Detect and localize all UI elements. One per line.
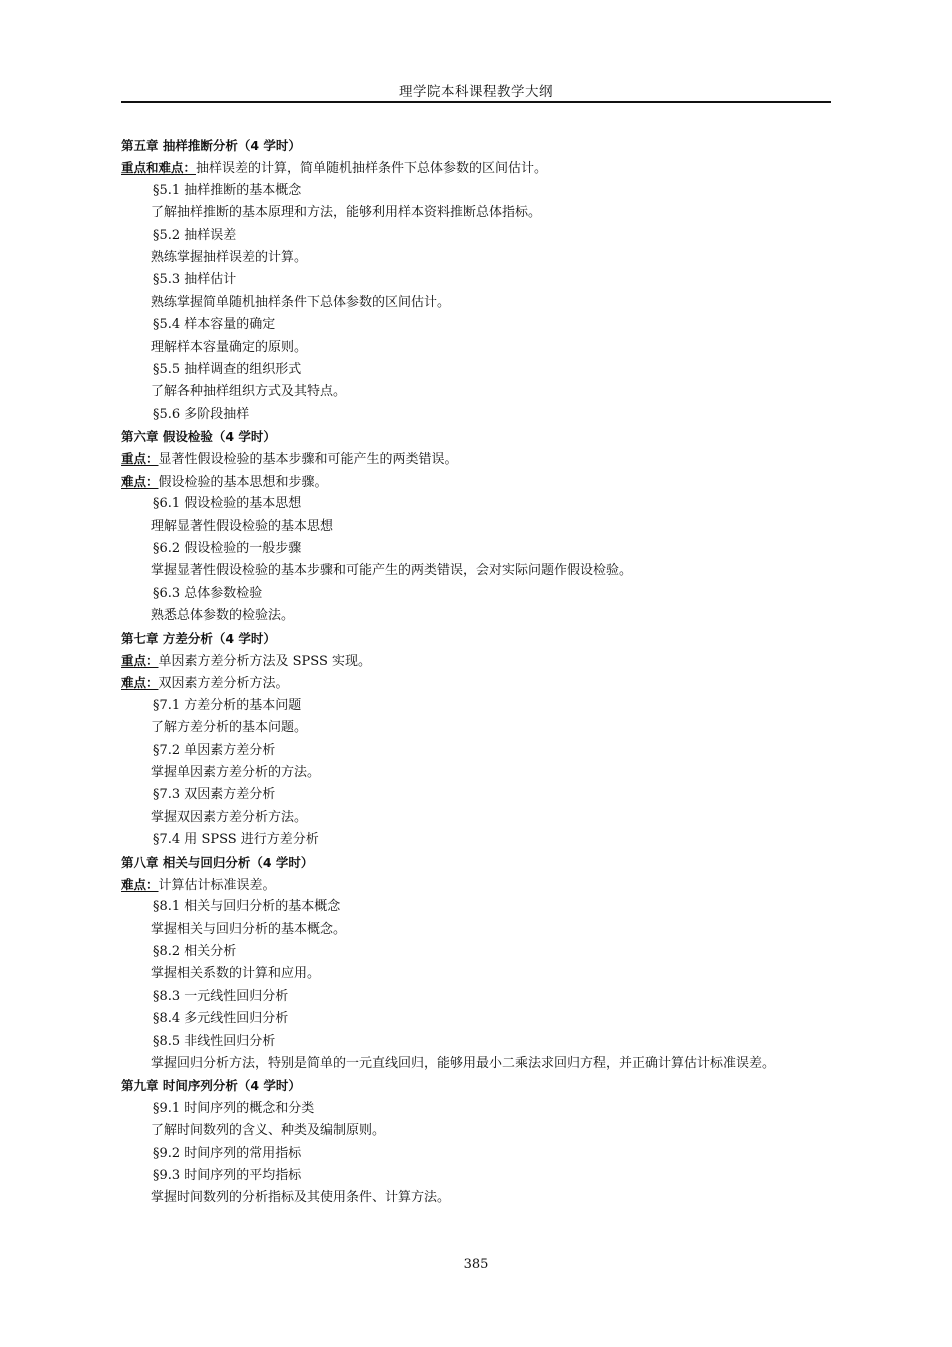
syllabus-body bbox=[121, 135, 831, 1210]
page-number: 385 bbox=[463, 1257, 489, 1272]
key-point-text: 抽样误差的计算，简单随机抽样条件下总体参数的区间估计。 bbox=[196, 161, 548, 177]
key-point-label: 难点： bbox=[121, 675, 159, 691]
section-heading: §5.1 抽样推断的基本概念 bbox=[153, 182, 302, 198]
section-heading: §7.3 双因素方差分析 bbox=[153, 787, 276, 803]
section-heading: §5.4 样本容量的确定 bbox=[153, 317, 276, 333]
key-point-label: 难点： bbox=[121, 473, 159, 489]
key-point-line bbox=[121, 471, 831, 493]
body-text: 掌握显著性假设检验的基本步骤和可能产生的两类错误，会对实际问题作假设检验。 bbox=[151, 563, 633, 579]
key-point-label: 重点： bbox=[121, 451, 159, 467]
body-text: 掌握时间数列的分析指标及其使用条件、计算方法。 bbox=[151, 1190, 451, 1206]
section-heading: §7.1 方差分析的基本问题 bbox=[153, 697, 302, 713]
body-text: 了解各种抽样组织方式及其特点。 bbox=[151, 384, 347, 400]
key-point-label: 重点和难点： bbox=[121, 160, 197, 176]
key-point-line bbox=[121, 672, 831, 694]
section-heading: §7.4 用 SPSS 进行方差分析 bbox=[153, 832, 319, 848]
header-title: 理学院本科课程教学大纲 bbox=[399, 84, 553, 100]
header-divider bbox=[121, 101, 831, 103]
body-text: 熟练掌握简单随机抽样条件下总体参数的区间估计。 bbox=[151, 294, 451, 310]
section-heading: §8.1 相关与回归分析的基本概念 bbox=[153, 899, 341, 915]
key-point-label: 重点： bbox=[121, 652, 159, 668]
section-heading: §6.1 假设检验的基本思想 bbox=[153, 496, 302, 512]
body-text: 了解方差分析的基本问题。 bbox=[151, 720, 308, 736]
chapter-heading: 第六章 假设检验（4 学时） bbox=[121, 429, 276, 445]
chapter-heading: 第五章 抽样推断分析（4 学时） bbox=[121, 138, 301, 153]
section-heading: §5.6 多阶段抽样 bbox=[153, 406, 250, 422]
key-point-text: 计算估计标准误差。 bbox=[158, 877, 276, 893]
key-point-line bbox=[121, 448, 831, 470]
section-heading: §6.3 总体参数检验 bbox=[153, 585, 263, 601]
section-heading: §8.4 多元线性回归分析 bbox=[153, 1011, 289, 1027]
section-heading: §5.5 抽样调查的组织形式 bbox=[153, 361, 302, 377]
section-heading: §5.3 抽样估计 bbox=[153, 272, 237, 288]
body-text: 掌握相关系数的计算和应用。 bbox=[151, 966, 321, 982]
key-point-text: 单因素方差分析方法及 SPSS 实现。 bbox=[158, 653, 372, 669]
chapter-heading: 第七章 方差分析（4 学时） bbox=[121, 630, 276, 646]
body-text: 熟悉总体参数的检验法。 bbox=[151, 608, 295, 624]
section-heading: §5.2 抽样误差 bbox=[153, 227, 237, 243]
section-heading: §8.2 相关分析 bbox=[153, 944, 237, 960]
body-text: 了解时间数列的含义、种类及编制原则。 bbox=[151, 1123, 386, 1139]
body-text: 理解样本容量确定的原则。 bbox=[151, 339, 308, 355]
body-text: 掌握双因素方差分析方法。 bbox=[151, 809, 308, 825]
section-heading: §9.1 时间序列的概念和分类 bbox=[153, 1100, 315, 1116]
section-heading: §8.5 非线性回归分析 bbox=[153, 1033, 276, 1049]
key-point-line bbox=[121, 874, 831, 896]
key-point-text: 双因素方差分析方法。 bbox=[158, 676, 289, 692]
body-text: 掌握单因素方差分析的方法。 bbox=[151, 764, 321, 780]
chapter-heading: 第九章 时间序列分析（4 学时） bbox=[121, 1078, 301, 1094]
key-point-line bbox=[121, 157, 831, 179]
body-text: 了解抽样推断的基本原理和方法，能够利用样本资料推断总体指标。 bbox=[151, 205, 542, 221]
section-heading: §6.2 假设检验的一般步骤 bbox=[153, 541, 302, 557]
body-text: 理解显著性假设检验的基本思想 bbox=[151, 518, 334, 534]
key-point-line bbox=[121, 650, 831, 672]
body-text: 熟练掌握抽样误差的计算。 bbox=[151, 249, 308, 265]
section-heading: §9.2 时间序列的常用指标 bbox=[153, 1145, 302, 1161]
body-paragraph: 掌握回归分析方法，特别是简单的一元直线回归，能够用最小二乘法求回归方程，并正确计算估计标准误差。 bbox=[151, 1056, 776, 1072]
section-heading: §7.2 单因素方差分析 bbox=[153, 742, 276, 758]
section-heading: §8.3 一元线性回归分析 bbox=[153, 988, 289, 1004]
key-point-text: 显著性假设检验的基本步骤和可能产生的两类错误。 bbox=[158, 452, 458, 468]
key-point-text: 假设检验的基本思想和步骤。 bbox=[158, 474, 328, 490]
body-text: 掌握相关与回归分析的基本概念。 bbox=[151, 921, 347, 937]
key-point-label: 难点： bbox=[121, 876, 159, 892]
chapter-heading: 第八章 相关与回归分析（4 学时） bbox=[121, 854, 314, 870]
section-heading: §9.3 时间序列的平均指标 bbox=[153, 1167, 302, 1183]
